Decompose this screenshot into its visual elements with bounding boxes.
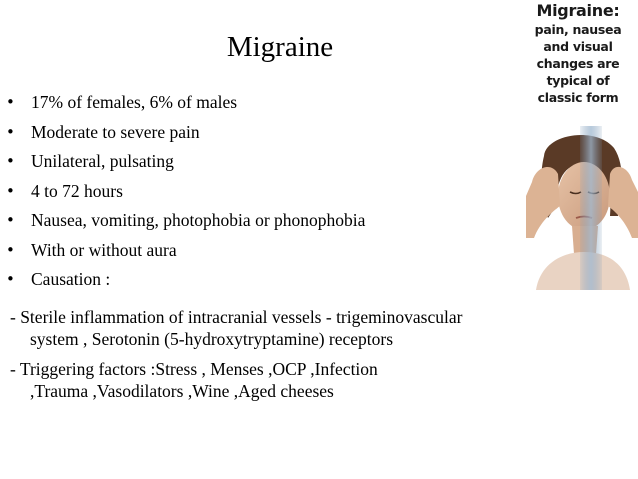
bullet-item: • Causation : [6, 265, 365, 295]
causation-item [10, 358, 590, 402]
bullet-dot-icon: • [6, 270, 15, 288]
bullet-dot-icon: • [6, 181, 15, 200]
migraine-illustration [518, 0, 638, 290]
causation-item-line: - Sterile inflammation of intracranial vessels - trigeminovascular [10, 307, 463, 327]
caption-line: pain, nausea [534, 22, 622, 37]
bullet-dot-icon: • [6, 122, 15, 141]
bullet-item: • With or without aura [6, 236, 365, 266]
woman-headache-photo [526, 126, 638, 290]
bullet-item: • Nausea, vomiting, photophobia or phonophobia [6, 206, 365, 236]
caption-line: typical of [546, 73, 610, 88]
figure-caption [518, 2, 638, 105]
bullet-dot-icon: • [6, 211, 15, 229]
causation-item-line: system , Serotonin (5-hydroxytryptamine) receptors [30, 329, 394, 349]
caption-title: Migraine: [536, 1, 620, 20]
caption-line: changes are [536, 56, 620, 71]
causation-item [10, 306, 590, 350]
bullet-item: • Unilateral, pulsating [6, 147, 365, 177]
slide-title: Migraine [226, 31, 334, 63]
bullet-dot-icon: • [6, 93, 15, 111]
bullet-dot-icon: • [6, 152, 15, 170]
causation-item-line: - Triggering factors :Stress , Menses ,OCP ,Infection [10, 359, 378, 379]
bullet-item: • 4 to 72 hours [6, 177, 365, 207]
bullet-list [6, 88, 365, 295]
bullet-item: • 17% of females, 6% of males [6, 88, 365, 118]
bullet-dot-icon: • [6, 240, 15, 259]
caption-line: and visual [543, 39, 613, 54]
causation-details [10, 306, 590, 410]
causation-item-line: ,Trauma ,Vasodilators ,Wine ,Aged cheeses [30, 381, 334, 401]
bullet-item: • Moderate to severe pain [6, 118, 365, 148]
caption-line: classic form [537, 90, 619, 105]
